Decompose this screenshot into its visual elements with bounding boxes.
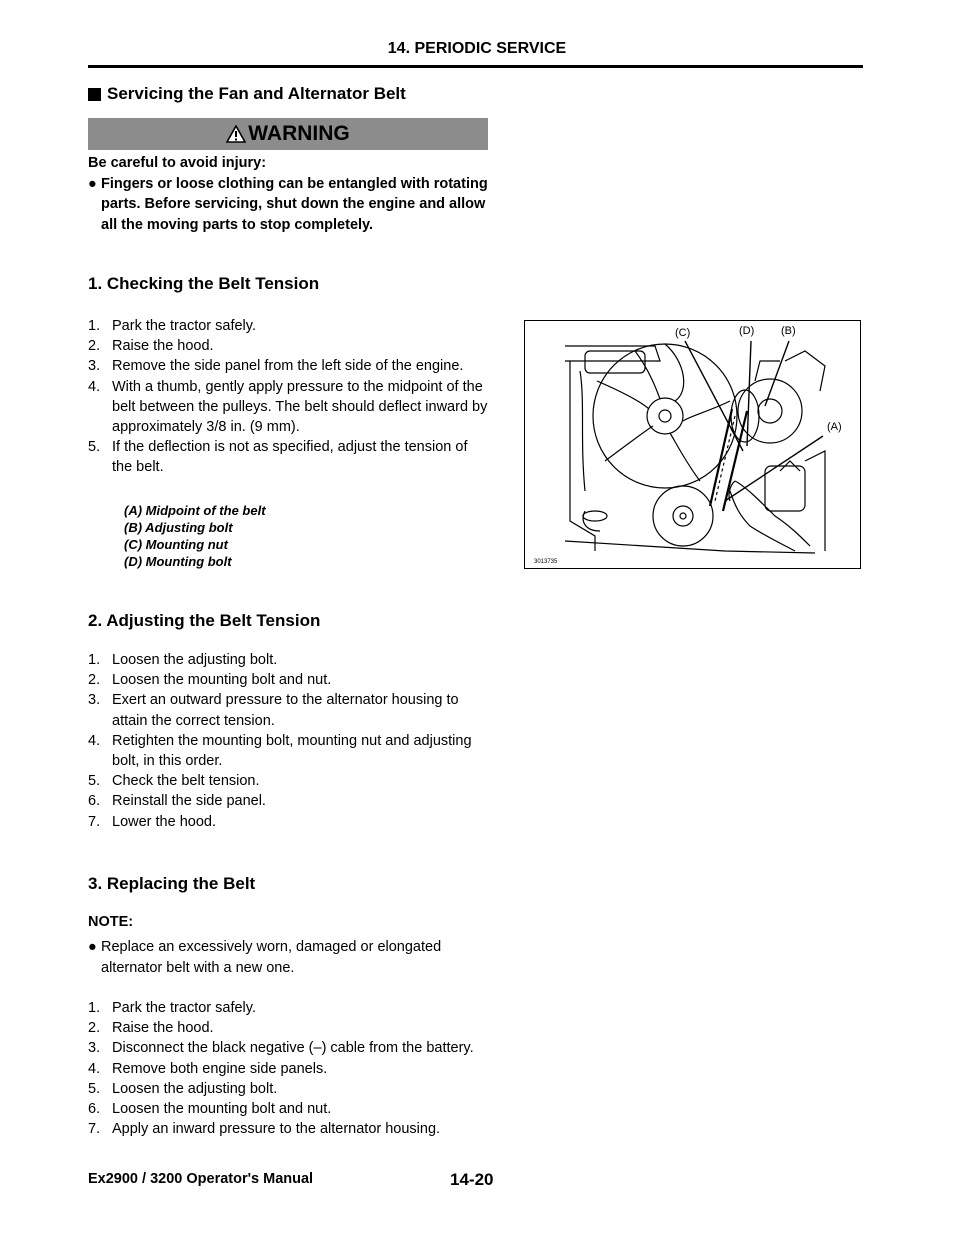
list-item	[88, 336, 490, 356]
header-rule	[88, 65, 863, 68]
step-number: 4.	[88, 732, 101, 749]
section-title	[88, 84, 406, 104]
list-item	[88, 998, 490, 1018]
legend-item: (D) Mounting bolt	[124, 554, 232, 569]
note-label: NOTE:	[88, 914, 134, 930]
checking-steps	[88, 316, 490, 478]
warning-triangle-icon	[226, 125, 246, 143]
figure-legend	[124, 502, 266, 570]
warning-banner	[88, 118, 488, 150]
list-item	[88, 1038, 490, 1058]
replacing-steps	[88, 998, 490, 1139]
step-number: 1.	[88, 1000, 101, 1016]
step-number: 7.	[88, 813, 101, 830]
step-number: 3.	[88, 692, 101, 709]
warning-bullet-text: Fingers or loose clothing can be entangled with rotating parts. Before servicing, shut down the engine and allow all the moving parts to stop completely.	[101, 175, 488, 233]
list-item	[88, 731, 490, 771]
step-text: Lower the hood.	[112, 813, 216, 830]
step-text: Park the tractor safely.	[112, 1000, 256, 1016]
figure-code: 3013735	[534, 559, 558, 565]
step-number: 5.	[88, 1080, 101, 1097]
step-text: Retighten the mounting bolt, mounting nut and adjusting bolt, in this order.	[112, 732, 472, 770]
footer-manual-title: Ex2900 / 3200 Operator's Manual	[88, 1171, 314, 1187]
step-text: Raise the hood.	[112, 338, 214, 355]
step-number: 2.	[88, 338, 101, 355]
note-bullet-text: Replace an excessively worn, damaged or elongated alternator belt with a new one.	[101, 939, 442, 976]
warning-bullet	[88, 174, 488, 236]
figure-label-d: (D)	[739, 325, 755, 337]
step-text: If the deflection is not as specified, adjust the tension of the belt.	[112, 439, 468, 476]
step-text: Raise the hood.	[112, 1020, 214, 1037]
step-text: Disconnect the black negative (–) cable from the battery.	[112, 1040, 474, 1057]
adjusting-title: 2. Adjusting the Belt Tension	[88, 611, 321, 630]
step-number: 4.	[88, 1060, 101, 1077]
step-number: 3.	[88, 358, 101, 375]
note-text	[88, 937, 490, 978]
step-text: Loosen the mounting bolt and nut.	[112, 672, 332, 689]
legend-item: (B) Adjusting bolt	[124, 520, 233, 535]
page-header-title: 14. PERIODIC SERVICE	[387, 40, 567, 57]
replacing-title: 3. Replacing the Belt	[88, 874, 256, 893]
legend-item: (C) Mounting nut	[124, 537, 228, 552]
warning-intro: Be careful to avoid injury:	[88, 155, 267, 171]
step-number: 6.	[88, 1101, 101, 1118]
adjusting-steps	[88, 650, 490, 832]
step-text: Remove both engine side panels.	[112, 1060, 328, 1077]
bullet-dot-icon: ●	[88, 175, 97, 192]
figure-label-a: (A)	[827, 421, 842, 433]
step-number: 3.	[88, 1040, 101, 1057]
list-item	[88, 791, 490, 811]
figure-label-b: (B)	[781, 325, 796, 337]
step-text: With a thumb, gently apply pressure to the midpoint of the belt between the pulleys. The belt should deflect inward by approximately 3/8 in. (9 mm).	[112, 378, 488, 436]
step-number: 2.	[88, 1020, 101, 1037]
bullet-dot-icon: ●	[88, 939, 97, 955]
figure-label-c: (C)	[675, 327, 691, 339]
step-number: 1.	[88, 318, 101, 334]
list-item	[88, 1119, 490, 1139]
step-number: 2.	[88, 672, 101, 689]
list-item	[88, 771, 490, 791]
list-item	[88, 377, 490, 438]
step-number: 7.	[88, 1121, 101, 1138]
warning-label: WARNING	[248, 122, 350, 145]
note-bullet	[88, 937, 490, 978]
step-text: Reinstall the side panel.	[112, 793, 266, 810]
step-text: Loosen the adjusting bolt.	[112, 652, 278, 668]
step-number: 6.	[88, 793, 101, 810]
step-text: Park the tractor safely.	[112, 318, 256, 334]
step-number: 4.	[88, 378, 101, 395]
list-item	[88, 437, 490, 477]
warning-text	[88, 153, 488, 235]
step-text: Check the belt tension.	[112, 773, 260, 790]
list-item	[88, 690, 490, 730]
belt-tension-figure	[524, 320, 861, 569]
step-number: 1.	[88, 652, 101, 668]
step-number: 5.	[88, 439, 101, 456]
step-text: Remove the side panel from the left side of the engine.	[112, 358, 464, 375]
list-item	[88, 1099, 490, 1119]
step-text: Exert an outward pressure to the alternator housing to attain the correct tension.	[112, 692, 459, 729]
list-item	[88, 812, 490, 832]
engine-belt-illustration	[525, 321, 860, 568]
legend-item: (A) Midpoint of the belt	[124, 503, 266, 518]
step-text: Loosen the adjusting bolt.	[112, 1080, 278, 1097]
section-title-text: Servicing the Fan and Alternator Belt	[107, 84, 406, 103]
step-number: 5.	[88, 773, 101, 790]
list-item	[88, 650, 490, 670]
list-item	[88, 1018, 490, 1038]
square-bullet-icon	[88, 88, 101, 101]
list-item	[88, 670, 490, 690]
footer-page-number: 14-20	[450, 1170, 494, 1189]
list-item	[88, 1079, 490, 1099]
checking-title: 1. Checking the Belt Tension	[88, 274, 320, 293]
step-text: Loosen the mounting bolt and nut.	[112, 1101, 332, 1118]
list-item	[88, 316, 490, 336]
list-item	[88, 1059, 490, 1079]
list-item	[88, 356, 490, 376]
step-text: Apply an inward pressure to the alternator housing.	[112, 1121, 441, 1138]
